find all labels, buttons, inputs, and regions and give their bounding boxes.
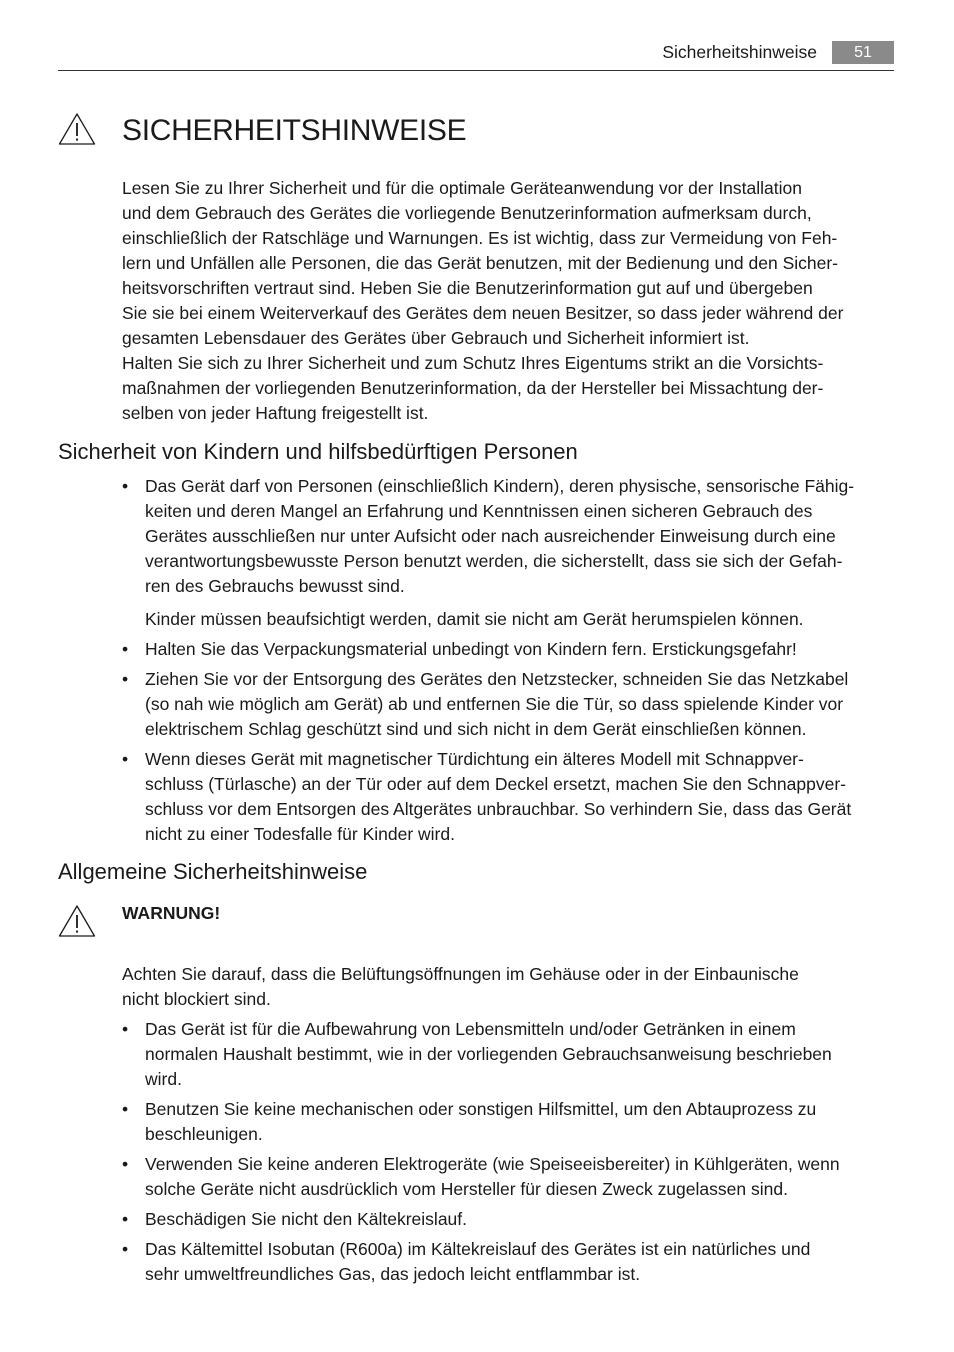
list-item-text bbox=[145, 1237, 897, 1287]
bullet-icon: • bbox=[122, 476, 129, 496]
text-line: Halten Sie das Verpackungsmaterial unbedingt von Kindern fern. Erstickungsgefahr! bbox=[145, 639, 797, 659]
children-safety-list bbox=[122, 474, 897, 852]
list-item bbox=[122, 1152, 897, 1202]
intro-paragraph bbox=[122, 176, 897, 426]
text-line: Gerätes ausschließen nur unter Aufsicht oder nach ausreichender Einweisung durch eine bbox=[145, 526, 836, 546]
text-line: (so nah wie möglich am Gerät) ab und entfernen Sie die Tür, so dass spielende Kinder vor bbox=[145, 694, 844, 714]
text-line: solche Geräte nicht ausdrücklich vom Hersteller für diesen Zweck zugelassen sind. bbox=[145, 1179, 788, 1199]
text-line: Wenn dieses Gerät mit magnetischer Türdichtung ein älteres Modell mit Schnappver- bbox=[145, 749, 804, 769]
text-line: selben von jeder Haftung freigestellt ist. bbox=[122, 403, 429, 423]
text-line: beschleunigen. bbox=[145, 1124, 263, 1144]
list-item bbox=[122, 637, 897, 662]
list-item-text bbox=[145, 637, 897, 662]
text-line: Das Gerät darf von Personen (einschließlich Kindern), deren physische, sensorische Fähig- bbox=[145, 476, 855, 496]
list-item bbox=[122, 1017, 897, 1092]
text-line: sehr umweltfreundliches Gas, das jedoch leicht entflammbar ist. bbox=[145, 1264, 641, 1284]
bullet-icon: • bbox=[122, 1019, 129, 1039]
text-line: wird. bbox=[145, 1069, 182, 1089]
text-line: Achten Sie darauf, dass die Belüftungsöffnungen im Gehäuse oder in der Einbaunische bbox=[122, 964, 799, 984]
bullet-icon: • bbox=[122, 1239, 129, 1259]
text-line: keiten und deren Mangel an Erfahrung und Kenntnissen einen sicheren Gebrauch des bbox=[145, 501, 813, 521]
bullet-icon: • bbox=[122, 749, 129, 769]
text-line: verantwortungsbewusste Person benutzt werden, die sicherstellt, dass sie sich der Gefah- bbox=[145, 551, 843, 571]
text-line: elektrischem Schlag geschützt sind und sich nicht in dem Gerät einschließen können. bbox=[145, 719, 807, 739]
list-item-text bbox=[145, 1097, 897, 1147]
list-item bbox=[122, 474, 897, 632]
bullet-icon: • bbox=[122, 1154, 129, 1174]
list-item-note: Kinder müssen beaufsichtigt werden, damit sie nicht am Gerät herumspielen können. bbox=[145, 609, 804, 629]
text-line: lern und Unfällen alle Personen, die das Gerät benutzen, mit der Bedienung und den Sicher- bbox=[122, 253, 839, 273]
text-line: Das Gerät ist für die Aufbewahrung von Lebensmitteln und/oder Getränken in einem bbox=[145, 1019, 796, 1039]
bullet-icon: • bbox=[122, 1099, 129, 1119]
text-line: heitsvorschriften vertraut sind. Heben Sie die Benutzerinformation gut auf und übergeben bbox=[122, 278, 813, 298]
list-item-text bbox=[145, 667, 897, 742]
running-header-title: Sicherheitshinweise bbox=[662, 42, 817, 62]
list-item bbox=[122, 667, 897, 742]
text-line: Das Kältemittel Isobutan (R600a) im Kältekreislauf des Gerätes ist ein natürliches und bbox=[145, 1239, 811, 1259]
text-line: schluss vor dem Entsorgen des Altgerätes unbrauchbar. So verhindern Sie, dass das Gerät bbox=[145, 799, 852, 819]
text-line: schluss (Türlasche) an der Tür oder auf dem Deckel ersetzt, machen Sie den Schnappver- bbox=[145, 774, 846, 794]
bullet-icon: • bbox=[122, 1209, 129, 1229]
text-line: Verwenden Sie keine anderen Elektrogeräte (wie Speiseeisbereiter) in Kühlgeräten, wenn bbox=[145, 1154, 840, 1174]
list-item-text bbox=[145, 1207, 897, 1232]
list-item bbox=[122, 1207, 897, 1232]
warning-triangle-icon bbox=[58, 904, 96, 938]
list-item bbox=[122, 1237, 897, 1287]
bullet-icon: • bbox=[122, 669, 129, 689]
list-item-text bbox=[145, 1017, 897, 1092]
text-line: Sie sie bei einem Weiterverkauf des Gerätes dem neuen Besitzer, so dass jeder während der bbox=[122, 303, 844, 323]
section-heading-children: Sicherheit von Kindern und hilfsbedürftigen Personen bbox=[58, 439, 578, 464]
bullet-icon: • bbox=[122, 639, 129, 659]
list-item bbox=[122, 747, 897, 847]
section-heading-general: Allgemeine Sicherheitshinweise bbox=[58, 859, 368, 884]
warning-label: WARNUNG! bbox=[122, 903, 221, 923]
list-item-text bbox=[145, 747, 897, 847]
text-line: nicht zu einer Todesfalle für Kinder wird. bbox=[145, 824, 455, 844]
text-line: nicht blockiert sind. bbox=[122, 989, 271, 1009]
warning-triangle-icon bbox=[58, 112, 96, 146]
page-number-badge: 51 bbox=[832, 41, 894, 64]
text-line: Benutzen Sie keine mechanischen oder sonstigen Hilfsmittel, um den Abtauprozess zu bbox=[145, 1099, 817, 1119]
warning-paragraph bbox=[122, 962, 897, 1012]
text-line: und dem Gebrauch des Gerätes die vorliegende Benutzerinformation aufmerksam durch, bbox=[122, 203, 812, 223]
list-item bbox=[122, 1097, 897, 1147]
general-safety-list bbox=[122, 1017, 897, 1292]
list-item-text bbox=[145, 474, 897, 599]
text-line: Ziehen Sie vor der Entsorgung des Gerätes den Netzstecker, schneiden Sie das Netzkabel bbox=[145, 669, 849, 689]
text-line: ren des Gebrauchs bewusst sind. bbox=[145, 576, 405, 596]
text-line: einschließlich der Ratschläge und Warnungen. Es ist wichtig, dass zur Vermeidung von Feh- bbox=[122, 228, 838, 248]
page-title: SICHERHEITSHINWEISE bbox=[122, 114, 467, 147]
text-line: Lesen Sie zu Ihrer Sicherheit und für die optimale Geräteanwendung vor der Installation bbox=[122, 178, 802, 198]
text-line: maßnahmen der vorliegenden Benutzerinformation, da der Hersteller bei Missachtung der- bbox=[122, 378, 824, 398]
text-line: gesamten Lebensdauer des Gerätes über Gebrauch und Sicherheit informiert ist. bbox=[122, 328, 750, 348]
text-line: normalen Haushalt bestimmt, wie in der vorliegenden Gebrauchsanweisung beschrieben bbox=[145, 1044, 832, 1064]
text-line: Beschädigen Sie nicht den Kältekreislauf. bbox=[145, 1209, 468, 1229]
header-divider bbox=[58, 70, 894, 71]
text-line: Halten Sie sich zu Ihrer Sicherheit und zum Schutz Ihres Eigentums strikt an die Vorsichts- bbox=[122, 353, 824, 373]
list-item-text bbox=[145, 1152, 897, 1202]
